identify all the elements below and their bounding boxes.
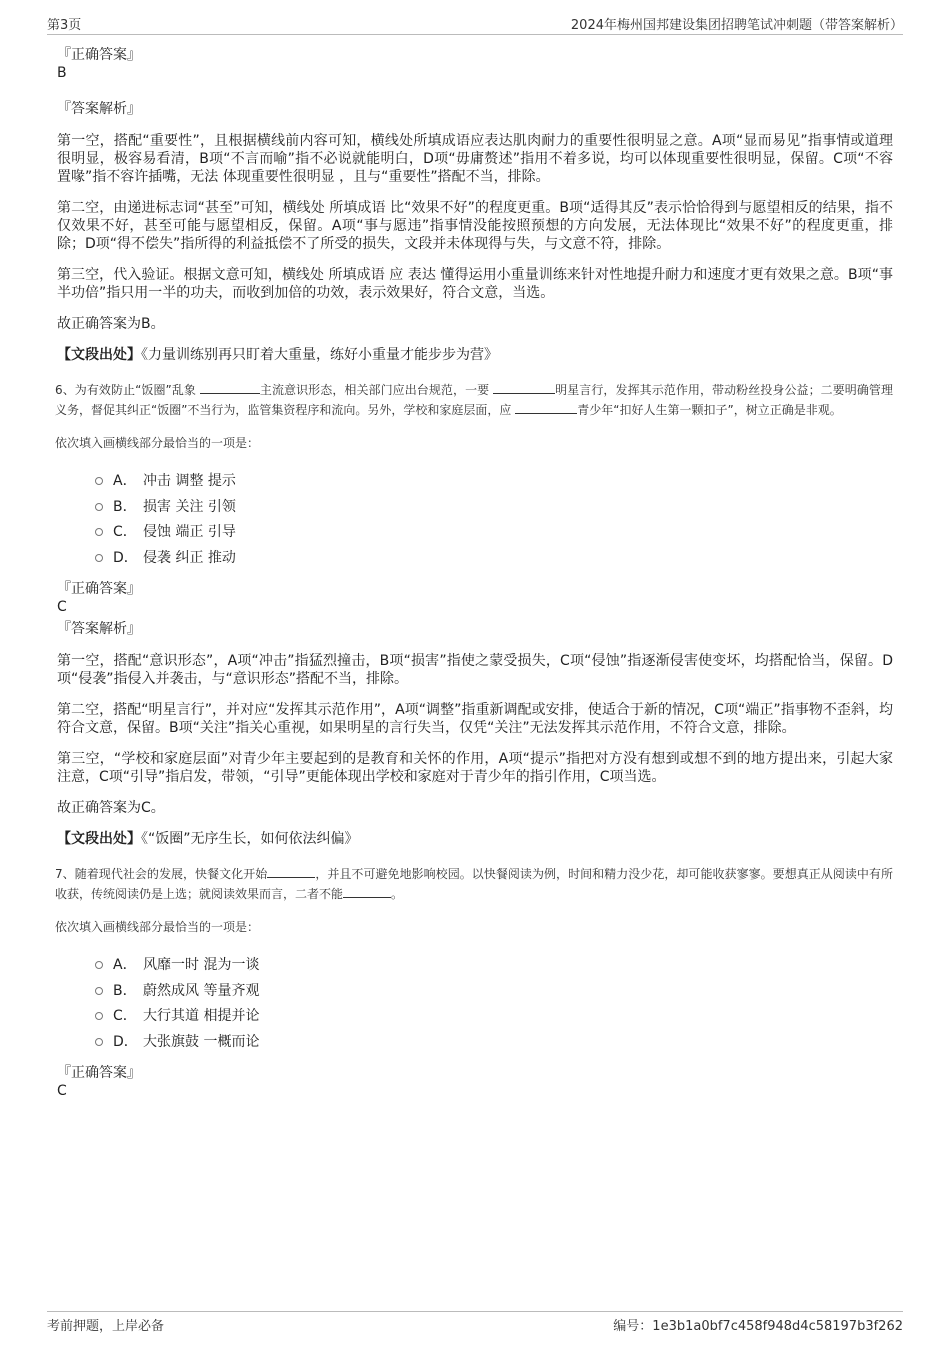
blank-line [515, 400, 577, 414]
option-letter: C． [113, 1008, 137, 1024]
option-text: 蔚然成风 等量齐观 [143, 982, 260, 999]
analysis-label: 『答案解析』 [57, 621, 141, 637]
option-a[interactable] [95, 472, 893, 498]
question-text: 6、为有效防止“饭圈”乱象 [55, 383, 200, 397]
answer-value: B [57, 65, 67, 81]
option-letter: B． [113, 498, 137, 515]
option-text: 侵袭 纠正 推动 [143, 549, 236, 566]
radio-icon[interactable] [95, 528, 103, 536]
option-c[interactable] [95, 1007, 893, 1033]
answer-value: C [57, 599, 67, 615]
analysis-paragraph: 第三空，“学校和家庭层面”对青少年主要起到的是教育和关怀的作用，A项“提示”指把对方没有想到或想不到的地方提出来，引起大家注意，C项“引导”指启发，带领，“引导”更能体现出学校和家庭对于青少年的指引作用，C项当选。 [57, 751, 893, 785]
option-text: 损害 关注 引领 [143, 498, 236, 515]
question-text: 主流意识形态，相关部门应出台规范，一要 [259, 383, 494, 397]
radio-icon[interactable] [95, 503, 103, 511]
question-text: 。 [391, 887, 404, 901]
analysis-label: 『答案解析』 [57, 101, 141, 117]
option-a[interactable] [95, 956, 893, 982]
option-c[interactable] [95, 523, 893, 549]
answer-label: 『正确答案』 [57, 47, 141, 63]
source-label: 【文段出处】 [57, 347, 141, 363]
option-letter: D． [113, 549, 138, 566]
source-title: 《“饭圈”无序生长，如何依法纠偏》 [141, 831, 359, 847]
option-letter: C． [113, 524, 137, 540]
question-6-stem [55, 380, 893, 420]
source-line [57, 346, 893, 364]
blank-line [267, 864, 315, 878]
option-text: 风靡一时 混为一谈 [143, 957, 260, 973]
footer-slogan: 考前押题，上岸必备 [47, 1319, 165, 1334]
option-letter: A． [113, 957, 137, 973]
option-b[interactable] [95, 498, 893, 524]
question-text: 7、随着现代社会的发展，快餐文化开始 [55, 867, 268, 881]
option-text: 大行其道 相提并论 [143, 1008, 260, 1024]
answer-value: C [57, 1083, 67, 1099]
radio-icon[interactable] [95, 1012, 103, 1020]
question-text: 青少年“扣好人生第一颗扣子”，树立正确是非观。 [577, 403, 842, 417]
document-title: 2024年梅州国邦建设集团招聘笔试冲刺题（带答案解析） [570, 18, 903, 33]
blank-line [493, 380, 555, 394]
options-list [95, 956, 893, 1058]
main-content [57, 46, 893, 1100]
analysis-paragraph: 第三空，代入验证。根据文意可知，横线处 所填成语 应 表达 懂得运用小重量训练来针对性地提升耐力和速度才更有效果之意。B项“事半功倍”指只用一半的功夫，而收到加倍的功效，表示效果好，符合文意，当选。 [57, 267, 893, 301]
answer-label: 『正确答案』 [57, 581, 141, 597]
question-prompt: 依次填入画横线部分最恰当的一项是： [55, 436, 260, 450]
option-text: 大张旗鼓 一概而论 [143, 1033, 260, 1050]
blank-line [343, 884, 391, 898]
page-footer [47, 1311, 903, 1336]
option-text: 冲击 调整 提示 [143, 473, 236, 489]
options-list [95, 472, 893, 574]
source-line [57, 830, 893, 848]
option-text: 侵蚀 端正 引导 [143, 524, 236, 540]
radio-icon[interactable] [95, 1038, 103, 1046]
source-title: 《力量训练别再只盯着大重量，练好小重量才能步步为营》 [141, 347, 498, 363]
analysis-paragraph: 第二空，搭配“明星言行”，并对应“发挥其示范作用”，A项“调整”指重新调配或安排，使适合于新的情况，C项“端正”指事物不歪斜，均符合文意，保留。B项“关注”指关心重视，如果明星的言行失当，仅凭“关注”无法发挥其示范作用，不符合文意，排除。 [57, 702, 893, 736]
option-d[interactable] [95, 549, 893, 575]
radio-icon[interactable] [95, 554, 103, 562]
question-7-stem [55, 864, 893, 904]
analysis-paragraph: 第二空，由递进标志词“甚至”可知，横线处 所填成语 比“效果不好”的程度更重。B项“适得其反”表示恰恰得到与愿望相反的结果，指不仅效果不好，甚至可能与愿望相反，保留。A项“事与愿违”指事情没能按照预想的方向发展，无法体现比“效果不好”的程度更重，排除；D项“得不偿失”指所得的利益抵偿不了所受的损失，文段并未体现得与失，与文意不符，排除。 [57, 200, 893, 252]
analysis-conclusion: 故正确答案为B。 [57, 316, 165, 332]
option-b[interactable] [95, 982, 893, 1008]
code-label: 编号： [613, 1319, 653, 1334]
code-value: 1e3b1a0bf7c458f948d4c58197b3f262 [652, 1319, 903, 1334]
question-prompt: 依次填入画横线部分最恰当的一项是： [55, 920, 260, 934]
option-letter: A． [113, 473, 137, 489]
question-text: 明星言行，发挥其示范作用，带动粉丝投身公益；二要明确管理义务，督促其纠正“饭圈”不当行为，监管集资程序和流向。另外，学校和家庭层面，应 [55, 383, 893, 417]
source-label: 【文段出处】 [57, 831, 141, 847]
analysis-conclusion: 故正确答案为C。 [57, 800, 165, 816]
question-text: ，并且不可避免地影响校园。以快餐阅读为例，时间和精力没少花，却可能收获寥寥。要想真正从阅读中有所收获，传统阅读仍是上选；就阅读效果而言，二者不能 [55, 867, 893, 901]
radio-icon[interactable] [95, 477, 103, 485]
blank-line [200, 380, 260, 394]
option-letter: D． [113, 1033, 138, 1050]
answer-label: 『正确答案』 [57, 1065, 141, 1081]
document-code [613, 1315, 903, 1334]
option-d[interactable] [95, 1033, 893, 1059]
analysis-paragraph: 第一空，搭配“重要性”，且根据横线前内容可知，横线处所填成语应表达肌肉耐力的重要性很明显之意。A项“显而易见”指事情或道理很明显，极容易看清，B项“不言而喻”指不必说就能明白，D项“毋庸赘述”指用不着多说，均可以体现重要性很明显，保留。C项“不容置喙”指不容许插嘴，无法 体现重要性很明显 ，且与“重要性”搭配不当，排除。 [57, 133, 893, 185]
page-number: 第3页 [47, 18, 82, 33]
option-letter: B． [113, 982, 137, 999]
analysis-paragraph: 第一空，搭配“意识形态”，A项“冲击”指猛烈撞击，B项“损害”指使之蒙受损失，C项“侵蚀”指逐渐侵害使变坏，均搭配恰当，保留。D项“侵袭”指侵入并袭击，与“意识形态”搭配不当，排除。 [57, 653, 893, 687]
radio-icon[interactable] [95, 961, 103, 969]
radio-icon[interactable] [95, 987, 103, 995]
page-header [47, 14, 903, 35]
